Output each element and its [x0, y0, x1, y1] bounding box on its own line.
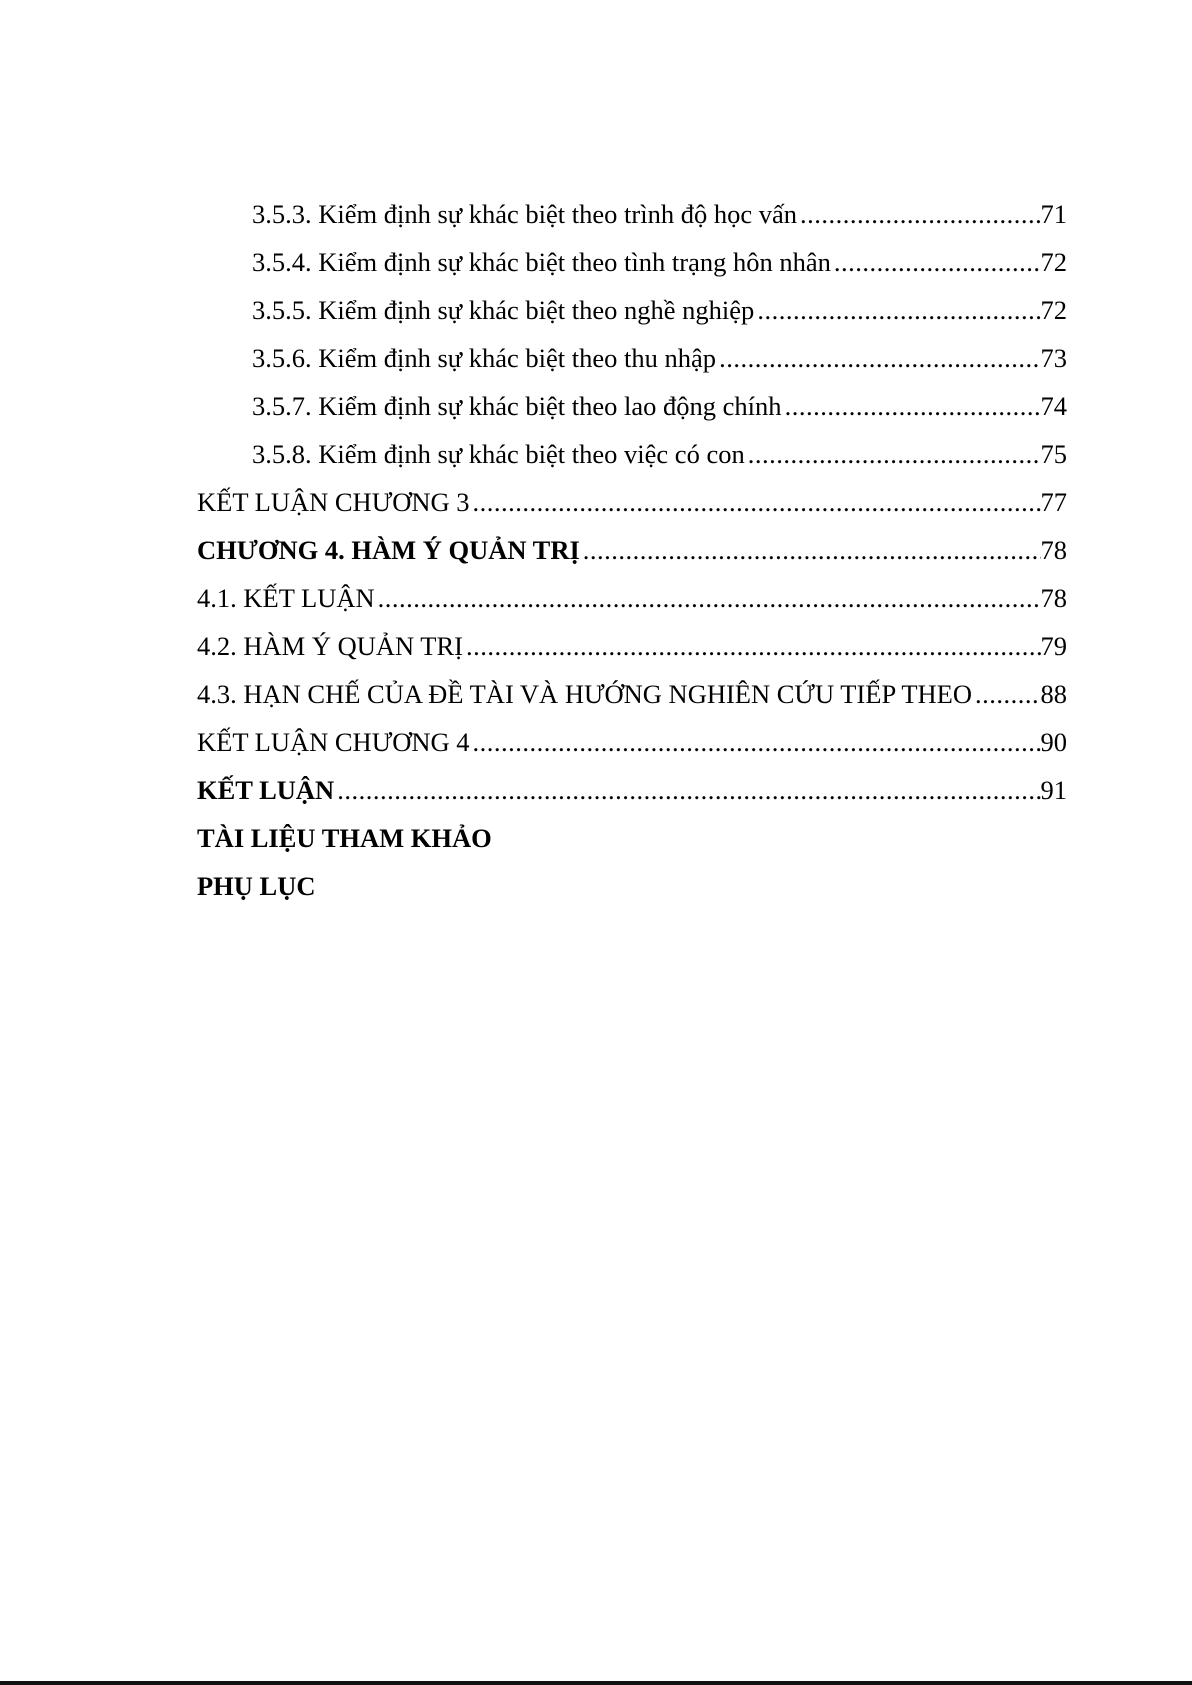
- toc-entry-chuong-4[interactable]: [197, 526, 1067, 574]
- dot-leader: [463, 622, 1041, 670]
- dot-leader: [754, 286, 1040, 334]
- dot-leader: [580, 526, 1041, 574]
- dot-leader: [782, 382, 1041, 430]
- toc-entry-title: 3.5.6. Kiểm định sự khác biệt theo thu nhập: [252, 343, 717, 373]
- toc-entry-page: 90: [1040, 727, 1067, 757]
- toc-entry-title: KẾT LUẬN CHƯƠNG 4: [197, 727, 470, 757]
- toc-entry-title: 3.5.5. Kiểm định sự khác biệt theo nghề nghiệp: [252, 295, 755, 325]
- toc-entry-page: 72: [1040, 295, 1067, 325]
- toc-entry-3-5-5[interactable]: [197, 286, 1067, 334]
- toc-entry-title: PHỤ LỤC: [197, 871, 316, 901]
- dot-leader: [716, 334, 1040, 382]
- toc-entry-ket-luan-chuong-3[interactable]: [197, 478, 1067, 526]
- dot-leader: [470, 478, 1041, 526]
- toc-entry-ket-luan-chuong-4[interactable]: [197, 718, 1067, 766]
- dot-leader: [470, 718, 1041, 766]
- toc-entry-title: KẾT LUẬN: [197, 775, 335, 805]
- toc-entry-page: 91: [1040, 775, 1067, 805]
- toc-entry-title: 3.5.4. Kiểm định sự khác biệt theo tình trạng hôn nhân: [252, 247, 831, 277]
- toc-entry-3-5-4[interactable]: [197, 238, 1067, 286]
- table-of-contents: [197, 190, 1067, 910]
- dot-leader: [797, 190, 1041, 238]
- toc-entry-3-5-8[interactable]: [197, 430, 1067, 478]
- toc-entry-title: 4.3. HẠN CHẾ CỦA ĐỀ TÀI VÀ HƯỚNG NGHIÊN CỨU TIẾP THEO: [197, 679, 973, 709]
- toc-entry-title: CHƯƠNG 4. HÀM Ý QUẢN TRỊ: [197, 535, 580, 565]
- dot-leader: [375, 574, 1041, 622]
- toc-entry-page: 75: [1040, 439, 1067, 469]
- toc-entry-page: 73: [1040, 343, 1067, 373]
- toc-entry-ket-luan[interactable]: [197, 766, 1067, 814]
- toc-entry-title: TÀI LIỆU THAM KHẢO: [197, 823, 492, 853]
- toc-entry-4-3[interactable]: [197, 670, 1067, 718]
- page-bottom-border: [0, 1681, 1192, 1685]
- toc-entry-title: 3.5.8. Kiểm định sự khác biệt theo việc có con: [252, 439, 745, 469]
- dot-leader: [745, 430, 1041, 478]
- toc-entry-page: 79: [1040, 631, 1067, 661]
- toc-entry-3-5-6[interactable]: [197, 334, 1067, 382]
- toc-entry-page: 77: [1040, 487, 1067, 517]
- toc-entry-phu-luc[interactable]: [197, 862, 1067, 910]
- toc-entry-3-5-7[interactable]: [197, 382, 1067, 430]
- toc-entry-title: 4.1. KẾT LUẬN: [197, 583, 375, 613]
- toc-entry-page: 71: [1040, 199, 1067, 229]
- toc-entry-title: 3.5.3. Kiểm định sự khác biệt theo trình độ học vấn: [252, 199, 797, 229]
- toc-entry-title: 4.2. HÀM Ý QUẢN TRỊ: [197, 631, 463, 661]
- toc-entry-3-5-3[interactable]: [197, 190, 1067, 238]
- toc-entry-page: 78: [1040, 535, 1067, 565]
- toc-entry-page: 88: [1040, 679, 1067, 709]
- toc-entry-4-2[interactable]: [197, 622, 1067, 670]
- toc-entry-page: 72: [1040, 247, 1067, 277]
- toc-entry-tai-lieu-tham-khao[interactable]: [197, 814, 1067, 862]
- toc-entry-title: 3.5.7. Kiểm định sự khác biệt theo lao động chính: [252, 391, 782, 421]
- toc-entry-page: 78: [1040, 583, 1067, 613]
- dot-leader: [831, 238, 1041, 286]
- toc-entry-4-1[interactable]: [197, 574, 1067, 622]
- dot-leader: [972, 670, 1040, 718]
- toc-entry-title: KẾT LUẬN CHƯƠNG 3: [197, 487, 470, 517]
- toc-entry-page: 74: [1040, 391, 1067, 421]
- dot-leader: [334, 766, 1040, 814]
